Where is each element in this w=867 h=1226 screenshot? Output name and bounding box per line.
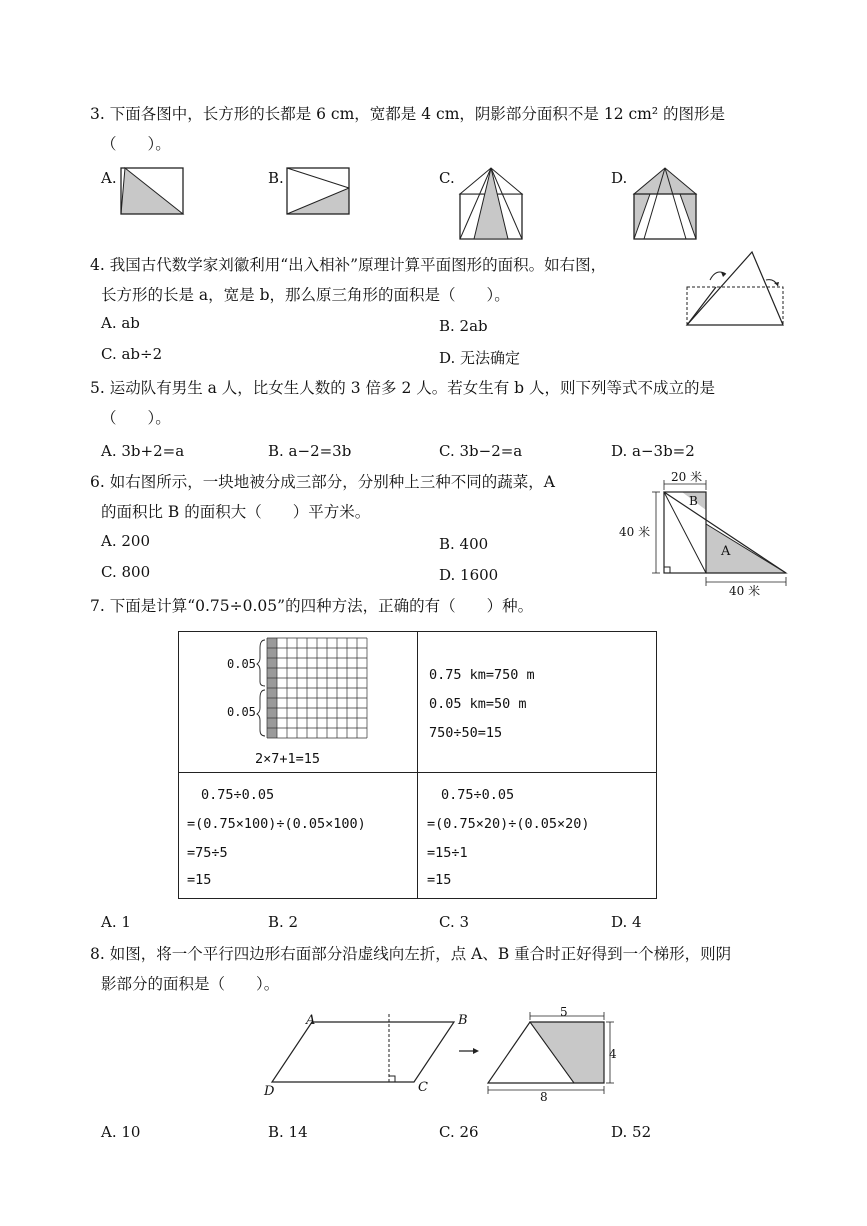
q7-cell3-line2: =(0.75×100)÷(0.05×100)	[187, 816, 366, 832]
q8-bottom-length: 8	[540, 1090, 548, 1104]
q6-bottom-label: 40 米	[729, 584, 761, 598]
q8-height-length: 4	[609, 1047, 617, 1061]
q6-option-a: A. 200	[101, 532, 150, 550]
q3-figure-d	[630, 166, 700, 242]
q7-cell4-line4: =15	[427, 872, 452, 888]
q7-cell1-label1: 0.05	[227, 657, 256, 671]
q8-stem-line1: 8. 如图，将一个平行四边形右面部分沿虚线向左折，点 A、B 重合时正好得到一个梯形，则阴	[90, 945, 732, 963]
q7-methods-table	[178, 631, 657, 899]
q7-cell2-line2: 0.05 km=50 m	[429, 696, 527, 712]
q5-option-d: D. a−3b=2	[611, 442, 695, 460]
q4-figure	[686, 250, 786, 328]
grid-brace-lower	[257, 690, 265, 736]
q3-stem-line2: （ ）。	[101, 135, 171, 153]
q3-option-c-label: C.	[439, 169, 455, 187]
q8-option-d: D. 52	[611, 1123, 652, 1141]
q7-cell3-line1: 0.75÷0.05	[201, 787, 275, 803]
q8-arrow-icon	[457, 1046, 481, 1056]
q6-stem-line1: 6. 如右图所示，一块地被分成三部分，分别种上三种不同的蔬菜，A	[90, 473, 555, 491]
q8-option-b: B. 14	[268, 1123, 308, 1141]
q7-hundred-grid	[257, 638, 369, 742]
q3-figure-c	[456, 166, 526, 242]
q3-option-a-label: A.	[101, 169, 117, 187]
q3-stem-line1: 3. 下面各图中，长方形的长都是 6 cm，宽都是 4 cm，阴影部分面积不是 12 cm² 的图形是	[90, 105, 726, 123]
q3-option-d-label: D.	[611, 169, 628, 187]
q7-cell4-line1: 0.75÷0.05	[441, 787, 515, 803]
q5-option-c: C. 3b−2=a	[439, 442, 523, 460]
q7-option-b: B. 2	[268, 913, 299, 931]
q6-top-label: 20 米	[671, 470, 703, 484]
q7-cell1-formula: 2×7+1=15	[255, 751, 321, 767]
q6-stem-line2: 的面积比 B 的面积大（ ）平方米。	[101, 503, 371, 521]
q4-option-c: C. ab÷2	[101, 345, 163, 363]
q8-option-c: C. 26	[439, 1123, 479, 1141]
q7-cell4-line2: =(0.75×20)÷(0.05×20)	[427, 816, 590, 832]
q5-stem-line2: （ ）。	[101, 409, 171, 427]
q7-option-d: D. 4	[611, 913, 642, 931]
q4-option-a: A. ab	[101, 314, 140, 332]
q7-cell3-line3: =75÷5	[187, 845, 228, 861]
q5-option-b: B. a−2=3b	[268, 442, 352, 460]
q5-stem-line1: 5. 运动队有男生 a 人，比女生人数的 3 倍多 2 人。若女生有 b 人，则下列等式不成立的是	[90, 379, 716, 397]
grid-brace-upper	[257, 640, 265, 686]
q7-cell2-line3: 750÷50=15	[429, 725, 503, 741]
q8-parallelogram-figure	[262, 1012, 462, 1102]
q6-region-a-label: A	[721, 544, 731, 559]
q6-left-label: 40 米	[619, 525, 651, 539]
q6-option-c: C. 800	[101, 563, 151, 581]
q4-stem-line1: 4. 我国古代数学家刘徽利用“出入相补”原理计算平面图形的面积。如右图，	[90, 256, 607, 274]
q5-option-a: A. 3b+2=a	[101, 442, 185, 460]
q7-option-a: A. 1	[101, 913, 131, 931]
q4-option-b: B. 2ab	[439, 317, 488, 335]
q4-option-d: D. 无法确定	[439, 349, 521, 367]
q7-option-c: C. 3	[439, 913, 470, 931]
q8-trapezoid-figure	[482, 1008, 622, 1098]
q6-region-b-label: B	[689, 494, 698, 508]
q3-option-b-label: B.	[268, 169, 284, 187]
q8-label-c: C	[418, 1080, 428, 1095]
q3-figure-a	[120, 166, 184, 216]
q8-option-a: A. 10	[101, 1123, 141, 1141]
q8-label-b: B	[458, 1013, 468, 1028]
q6-option-b: B. 400	[439, 535, 489, 553]
q8-label-d: D	[264, 1084, 275, 1099]
q8-top-length: 5	[560, 1005, 568, 1019]
q7-stem: 7. 下面是计算“0.75÷0.05”的四种方法，正确的有（ ）种。	[90, 597, 534, 615]
q8-label-a: A	[306, 1013, 316, 1028]
q7-cell1-label2: 0.05	[227, 705, 256, 719]
q7-cell4-line3: =15÷1	[427, 845, 468, 861]
q8-stem-line2: 影部分的面积是（ ）。	[101, 975, 280, 993]
q3-figure-b	[286, 166, 350, 216]
q4-stem-line2: 长方形的长是 a，宽是 b，那么原三角形的面积是（ ）。	[101, 286, 510, 304]
q7-cell3-line4: =15	[187, 872, 212, 888]
q6-option-d: D. 1600	[439, 566, 499, 584]
q7-cell2-line1: 0.75 km=750 m	[429, 667, 535, 683]
